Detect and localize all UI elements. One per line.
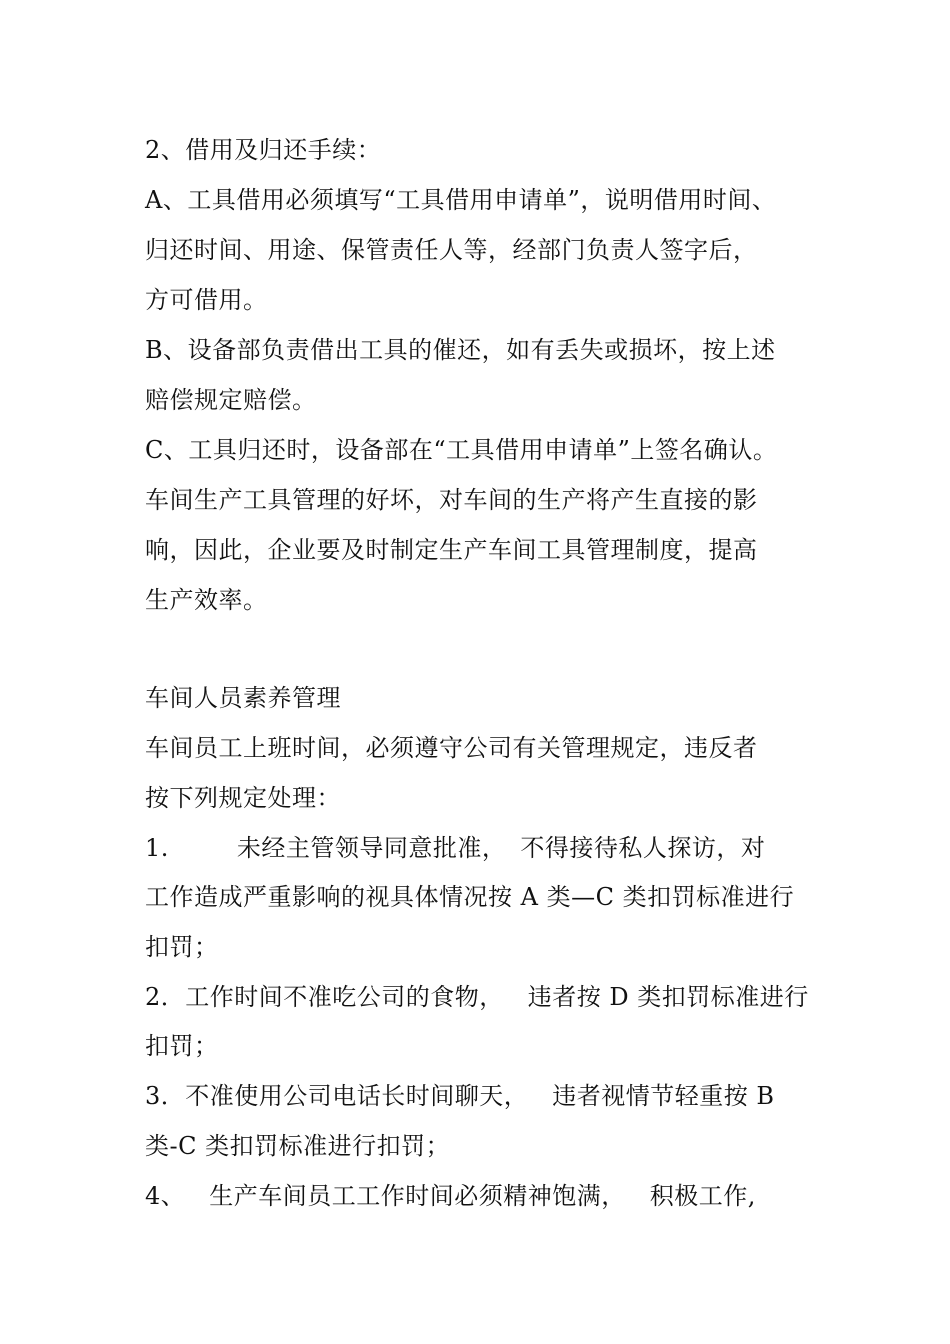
list-text: 违者按 D 类扣罚标准进行: [527, 983, 809, 1011]
list-item-4: [145, 1181, 756, 1211]
text-line: 扣罚；: [145, 1032, 219, 1060]
text-line: 车间员工上班时间，必须遵守公司有关管理规定，违反者: [145, 734, 758, 762]
list-text: 生产车间员工工作时间必须精神饱满，: [209, 1182, 626, 1210]
text-line: 方可借用。: [145, 286, 268, 314]
text-line: 2、借用及归还手续：: [145, 136, 382, 164]
list-text: 3．不准使用公司电话长时间聊天，: [145, 1082, 529, 1110]
section-heading: 车间人员素养管理: [145, 684, 341, 712]
text-line: B、设备部负责借出工具的催还，如有丢失或损坏，按上述: [145, 336, 776, 364]
text-line: 按下列规定处理：: [145, 784, 341, 812]
list-item-1: [145, 833, 765, 863]
text-line: 赔偿规定赔偿。: [145, 386, 317, 414]
text-line: 归还时间、用途、保管责任人等，经部门负责人签字后，: [145, 236, 758, 264]
list-text: 不得接待私人探访，对: [520, 834, 766, 862]
text-line: C、工具归还时，设备部在“工具借用申请单”上签名确认。: [145, 436, 778, 464]
text-line: 工作造成严重影响的视具体情况按 A 类—C 类扣罚标准进行: [145, 883, 795, 911]
list-text: 未经主管领导同意批准，: [236, 834, 507, 862]
list-text: 积极工作,: [649, 1182, 756, 1210]
text-line: 车间生产工具管理的好坏，对车间的生产将产生直接的影: [145, 486, 758, 514]
list-text: 违者视情节轻重按 B: [552, 1082, 775, 1110]
text-line: 响，因此，企业要及时制定生产车间工具管理制度，提高: [145, 536, 758, 564]
list-item-2: [145, 982, 809, 1012]
list-text: 2．工作时间不准吃公司的食物，: [145, 983, 504, 1011]
text-line: A、工具借用必须填写“工具借用申请单”，说明借用时间、: [145, 186, 777, 214]
text-line: 扣罚；: [145, 933, 219, 961]
list-item-3: [145, 1081, 775, 1111]
text-line: 类-C 类扣罚标准进行扣罚；: [145, 1132, 451, 1160]
list-number: 1.: [145, 834, 169, 862]
list-number: 4、: [145, 1182, 186, 1210]
text-line: 生产效率。: [145, 586, 268, 614]
